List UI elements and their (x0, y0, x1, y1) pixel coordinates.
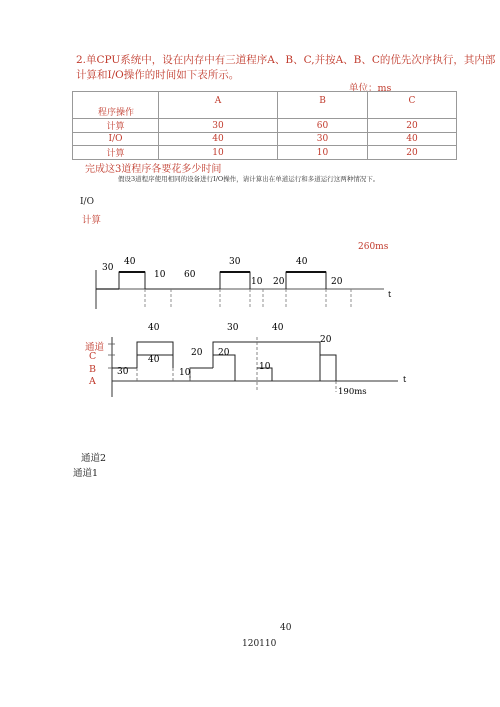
label-a-10: 10 (179, 368, 191, 378)
col-header-a: A (159, 92, 278, 119)
cell: 10 (159, 146, 278, 160)
unit-label: 单位：ms (349, 83, 392, 94)
legend-io: I/O (80, 197, 94, 207)
page-number: 40 (280, 623, 292, 633)
total-time-single: 260ms (358, 242, 389, 252)
label-channel-b: 30 (227, 323, 239, 333)
label-channel-c: 40 (272, 323, 284, 333)
cell: 30 (159, 119, 278, 133)
channel-1-label: 通道1 (73, 468, 99, 479)
label-b-io: 30 (229, 257, 241, 267)
axis-t-2: t (403, 375, 407, 384)
label-b-compute2: 10 (251, 277, 263, 287)
axis-t-1: t (388, 290, 392, 299)
assumption-text: 假设3道程序使用相同的设备进行I/O操作，请计算出在单道运行和多道运行这两种情况下。 (118, 175, 380, 183)
cell: 40 (368, 133, 457, 146)
label-a-io: 40 (124, 257, 136, 267)
label-channel-a: 40 (148, 323, 160, 333)
label-c-io: 40 (296, 257, 308, 267)
footer-code: 120110 (242, 639, 277, 649)
label-b-compute: 60 (184, 270, 196, 280)
row-label-channel: 通道 (85, 342, 105, 353)
row-label-c: C (89, 351, 97, 362)
cell: 40 (159, 133, 278, 146)
cell: 30 (278, 133, 368, 146)
label-c-compute2: 20 (331, 277, 343, 287)
segment-channel-a (137, 342, 173, 355)
segment-a-io (119, 272, 145, 289)
table-corner: 程序操作 (73, 92, 159, 119)
segment-b-io (220, 272, 250, 289)
label-a-compute2: 10 (154, 270, 166, 280)
cell: 60 (278, 119, 368, 133)
total-time-multi: 190ms (338, 387, 367, 397)
label-c-20: 20 (320, 335, 332, 345)
label-a-compute: 30 (102, 263, 114, 273)
label-c-compute: 20 (273, 277, 285, 287)
question-line-1: 2.单CPU系统中，设在内存中有三道程序A、B、C,并按A、B、C的优先次序执行，其内部 (76, 54, 496, 66)
label-a-30: 30 (117, 367, 129, 377)
label-c-40: 40 (148, 355, 160, 365)
label-b-20b: 20 (218, 348, 230, 358)
segment-c-io (286, 272, 326, 289)
segment-c-end (320, 355, 336, 381)
label-b-20: 20 (191, 348, 203, 358)
task-text: 完成这3道程序各要花多少时间 (85, 164, 222, 175)
label-b-10: 10 (259, 362, 271, 372)
cell: 20 (368, 146, 457, 160)
row-label-b: B (89, 364, 96, 375)
cell: 20 (368, 119, 457, 133)
row-label: I/O (73, 133, 159, 146)
question-line-2: 计算和I/O操作的时间如下表所示。 (76, 69, 240, 81)
col-header-c: C (368, 92, 457, 119)
cell: 10 (278, 146, 368, 160)
channel-2-label: 通道2 (81, 453, 107, 464)
segment-b (190, 368, 213, 381)
row-label: 计算 (73, 146, 159, 160)
row-label-a: A (89, 376, 96, 387)
row-label: 计算 (73, 119, 159, 133)
legend-compute: 计算 (82, 215, 102, 226)
col-header-b: B (278, 92, 368, 119)
